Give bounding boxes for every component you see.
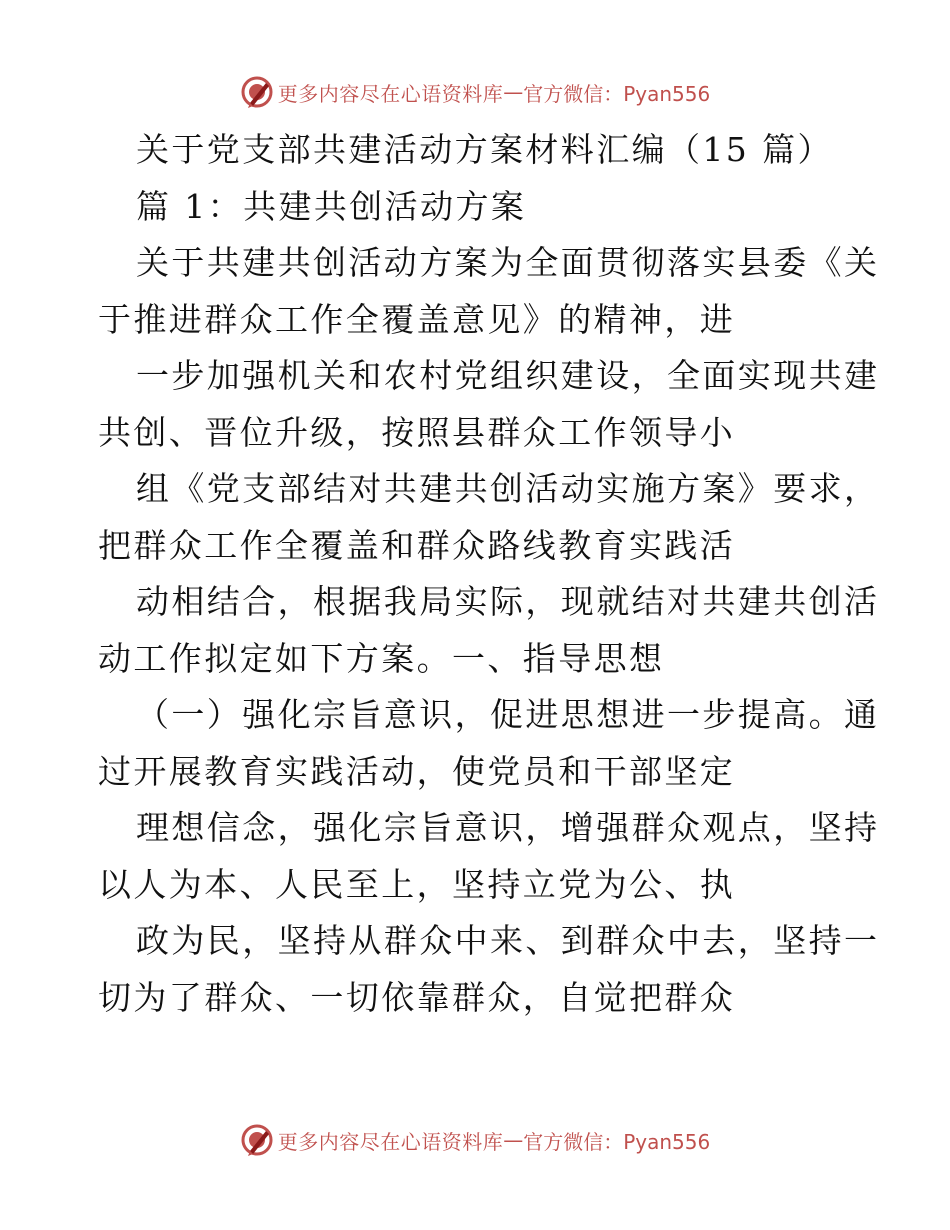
paragraph-line: （一）强化宗旨意识，促进思想进一步提高。通: [136, 695, 880, 734]
header-banner: [0, 72, 950, 112]
banner-wechat: 官方微信：Pyan556: [523, 81, 711, 106]
document-body: [98, 122, 880, 1026]
section-heading: 篇 1：共建共创活动方案: [136, 186, 527, 226]
paragraph-line: 以人为本、人民至上，坚持立党为公、执: [98, 864, 736, 904]
paragraph-line: 把群众工作全覆盖和群众路线教育实践活: [98, 525, 736, 565]
banner-dash: —: [503, 80, 524, 104]
footer-banner: [0, 1120, 950, 1160]
footer-banner-content: [240, 1123, 711, 1157]
pen-logo-icon: [240, 75, 274, 109]
banner-wechat: 官方微信：Pyan556: [523, 1129, 711, 1154]
paragraph-line: 切为了群众、一切依靠群众，自觉把群众: [98, 977, 736, 1017]
paragraph-line: 共创、晋位升级，按照县群众工作领导小: [98, 412, 736, 452]
paragraph-line: 动工作拟定如下方案。一、指导思想: [98, 638, 665, 678]
paragraph-line: 动相结合，根据我局实际，现就结对共建共创活: [136, 582, 880, 621]
document-title: 关于党支部共建活动方案材料汇编（15 篇）: [136, 130, 833, 169]
paragraph-line: 组《党支部结对共建共创活动实施方案》要求，: [136, 469, 880, 508]
paragraph-line: 于推进群众工作全覆盖意见》的精神，进: [98, 299, 736, 339]
header-banner-content: [240, 75, 711, 109]
paragraph-line: 政为民，坚持从群众中来、到群众中去，坚持一: [136, 921, 880, 960]
paragraph-line: 理想信念，强化宗旨意识，增强群众观点，坚持: [136, 808, 880, 847]
banner-text: 更多内容尽在心语资料库: [277, 81, 504, 106]
banner-text: 更多内容尽在心语资料库: [277, 1129, 504, 1154]
pen-logo-icon: [240, 1123, 274, 1157]
paragraph-line: 关于共建共创活动方案为全面贯彻落实县委《关: [136, 243, 880, 282]
paragraph-line: 一步加强机关和农村党组织建设，全面实现共建: [136, 356, 880, 395]
paragraph-line: 过开展教育实践活动，使党员和干部坚定: [98, 751, 736, 791]
banner-dash: —: [503, 1128, 524, 1152]
